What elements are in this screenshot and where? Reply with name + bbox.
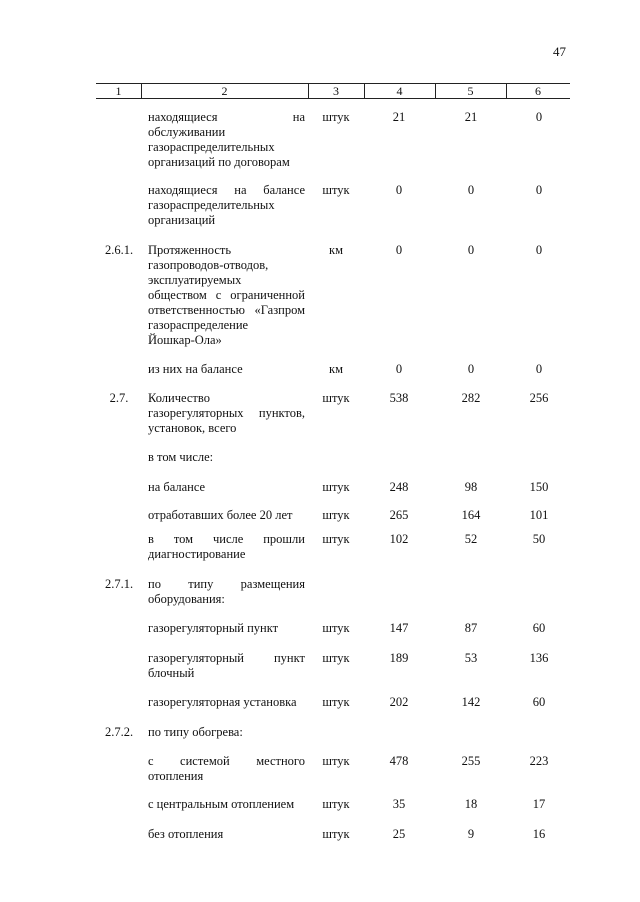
row-unit: штук — [322, 651, 350, 665]
cell-col-4: 21 — [392, 110, 406, 124]
cell-col-5: 87 — [464, 621, 478, 635]
description-line: газопроводов-отводов, — [148, 258, 269, 272]
cell-col-6: 0 — [535, 243, 543, 257]
cell-col-5: 18 — [464, 797, 478, 811]
header-cell-1: 1 — [115, 84, 122, 98]
row-description — [148, 450, 305, 465]
row-unit: штук — [322, 508, 350, 522]
description-line: Количество — [148, 391, 210, 405]
row-unit: штук — [322, 110, 350, 124]
description-line: по типу обогрева: — [148, 725, 243, 739]
description-line: эксплуатируемых — [148, 273, 242, 287]
cell-col-5: 21 — [464, 110, 478, 124]
description-line: из них на балансе — [148, 362, 243, 376]
description-line: в том числе: — [148, 450, 214, 464]
row-description — [148, 695, 305, 710]
description-line: без отопления — [148, 827, 224, 841]
header-cell-4: 4 — [396, 84, 403, 98]
description-line: организаций — [148, 213, 216, 227]
cell-col-6: 0 — [535, 362, 543, 376]
cell-col-6: 150 — [529, 480, 549, 494]
row-description — [148, 183, 305, 228]
description-line: отопления — [148, 769, 204, 783]
header-cell-6: 6 — [535, 84, 541, 98]
description-line: газорегуляторная установка — [148, 695, 297, 709]
description-line: по типу размещения — [148, 577, 305, 591]
description-line: обслуживании — [148, 125, 226, 139]
row-description — [148, 362, 305, 377]
description-line: газорегуляторный пункт — [148, 621, 279, 635]
row-description — [148, 651, 305, 681]
row-unit: штук — [322, 532, 350, 546]
cell-col-5: 52 — [464, 532, 478, 546]
cell-col-4: 248 — [389, 480, 409, 494]
cell-col-4: 147 — [389, 621, 409, 635]
row-number: 2.7.2. — [104, 725, 134, 739]
cell-col-4: 0 — [395, 183, 403, 197]
row-description — [148, 827, 305, 842]
description-line: с системой местного — [148, 754, 305, 768]
cell-col-6: 0 — [535, 183, 543, 197]
cell-col-5: 0 — [467, 183, 475, 197]
description-line: находящиеся на балансе — [148, 183, 305, 197]
description-line: в том числе прошли — [148, 532, 305, 546]
cell-col-5: 0 — [467, 243, 475, 257]
row-unit: штук — [322, 480, 350, 494]
cell-col-5: 142 — [461, 695, 481, 709]
row-description — [148, 480, 305, 495]
description-line: газораспределительных — [148, 198, 275, 212]
description-line: диагностирование — [148, 547, 246, 561]
description-line: оборудования: — [148, 592, 225, 606]
row-number: 2.7. — [109, 391, 129, 405]
cell-col-4: 0 — [395, 362, 403, 376]
header-cell-2: 2 — [221, 84, 228, 98]
table-header — [96, 83, 570, 99]
description-line: с центральным отоплением — [148, 797, 295, 811]
row-description — [148, 243, 305, 348]
cell-col-4: 202 — [389, 695, 409, 709]
row-unit: км — [329, 362, 343, 376]
header-cell-3: 3 — [333, 84, 339, 98]
description-line: газорегуляторный пункт — [148, 651, 305, 665]
cell-col-6: 223 — [529, 754, 549, 768]
row-unit: штук — [322, 827, 350, 841]
cell-col-5: 282 — [461, 391, 481, 405]
cell-col-6: 50 — [532, 532, 546, 546]
row-description — [148, 508, 305, 523]
row-description — [148, 110, 305, 170]
row-description — [148, 577, 305, 607]
cell-col-6: 60 — [532, 695, 546, 709]
row-number: 2.7.1. — [104, 577, 134, 591]
row-unit: штук — [322, 621, 350, 635]
cell-col-5: 9 — [467, 827, 475, 841]
cell-col-5: 255 — [461, 754, 481, 768]
cell-col-4: 538 — [389, 391, 409, 405]
row-number: 2.6.1. — [104, 243, 134, 257]
row-description — [148, 754, 305, 784]
description-line: блочный — [148, 666, 195, 680]
cell-col-6: 60 — [532, 621, 546, 635]
page-number: 47 — [553, 44, 566, 59]
cell-col-6: 256 — [529, 391, 549, 405]
row-unit: штук — [322, 183, 350, 197]
row-unit: штук — [322, 797, 350, 811]
cell-col-4: 25 — [392, 827, 406, 841]
description-line: находящиеся на — [148, 110, 305, 124]
cell-col-6: 136 — [529, 651, 549, 665]
cell-col-4: 265 — [389, 508, 409, 522]
description-line: организаций по договорам — [148, 155, 290, 169]
cell-col-4: 189 — [389, 651, 409, 665]
cell-col-6: 101 — [529, 508, 549, 522]
cell-col-5: 98 — [464, 480, 478, 494]
row-description — [148, 532, 305, 562]
cell-col-5: 164 — [461, 508, 481, 522]
description-line: отработавших более 20 лет — [148, 508, 293, 522]
row-unit: штук — [322, 754, 350, 768]
header-cell-5: 5 — [467, 84, 474, 98]
description-line: Йошкар-Ола» — [148, 333, 222, 347]
row-unit: штук — [322, 391, 350, 405]
description-line: ответственностью «Газпром — [148, 303, 305, 317]
cell-col-4: 35 — [392, 797, 406, 811]
cell-col-5: 53 — [464, 651, 478, 665]
cell-col-4: 0 — [395, 243, 403, 257]
description-line: установок, всего — [148, 421, 237, 435]
cell-col-6: 17 — [532, 797, 546, 811]
cell-col-6: 16 — [532, 827, 546, 841]
description-line: газорегуляторных пунктов, — [148, 406, 305, 420]
description-line: газораспределительных — [148, 140, 275, 154]
row-unit: км — [329, 243, 343, 257]
row-description — [148, 725, 305, 740]
cell-col-5: 0 — [467, 362, 475, 376]
description-line: обществом с ограниченной — [148, 288, 305, 302]
description-line: газораспределение — [148, 318, 249, 332]
description-line: Протяженность — [148, 243, 232, 257]
cell-col-4: 102 — [389, 532, 409, 546]
cell-col-6: 0 — [535, 110, 543, 124]
row-description — [148, 797, 305, 812]
description-line: на балансе — [148, 480, 206, 494]
cell-col-4: 478 — [389, 754, 409, 768]
row-description — [148, 391, 305, 436]
row-description — [148, 621, 305, 636]
row-unit: штук — [322, 695, 350, 709]
